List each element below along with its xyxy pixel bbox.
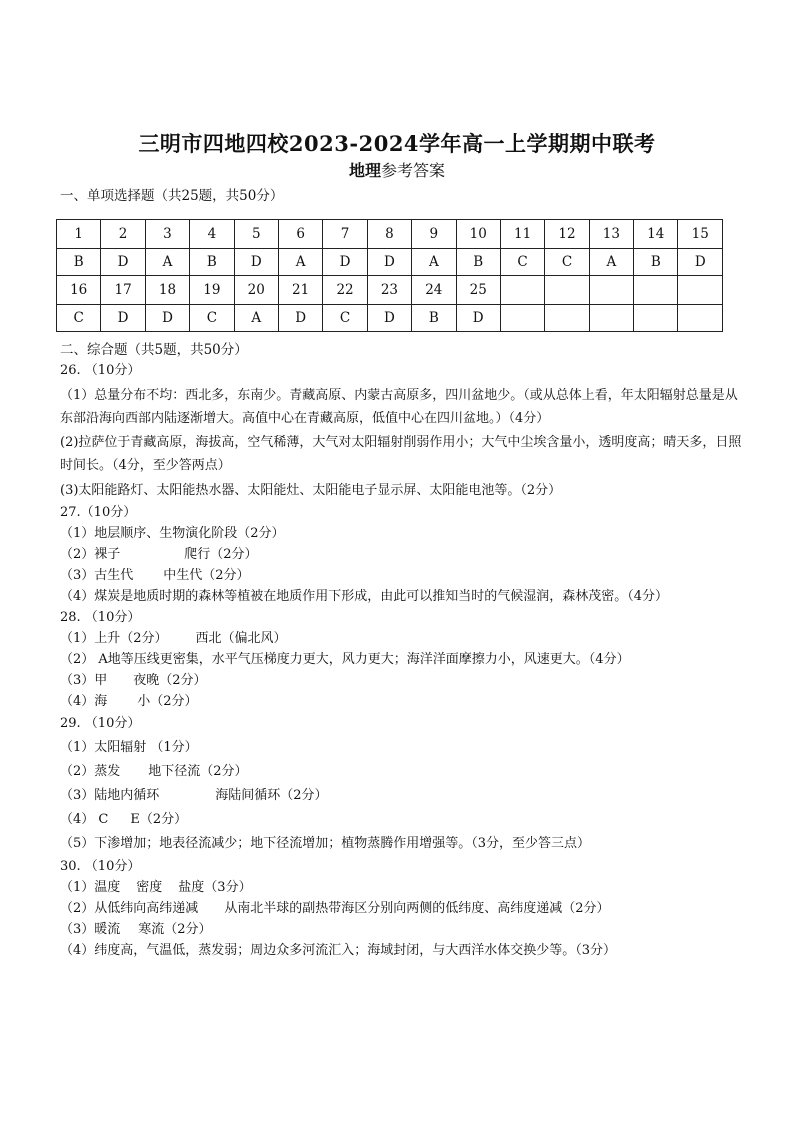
answer-table-cell: 15 bbox=[678, 220, 723, 249]
answer-table-row bbox=[57, 249, 723, 276]
page-title: 三明市四地四校2023-2024学年高一上学期期中联考 bbox=[138, 131, 656, 156]
q29-heading: 29. （10分） bbox=[60, 716, 141, 731]
answer-table-cell: C bbox=[545, 249, 589, 276]
q29-part4-a: （4） C bbox=[60, 812, 109, 827]
answer-table-cell bbox=[634, 305, 678, 332]
q27-part2 bbox=[60, 544, 750, 565]
answer-table-cell: B bbox=[634, 249, 678, 276]
answer-table bbox=[56, 219, 723, 332]
answer-table-cell bbox=[545, 305, 589, 332]
answer-table-cell: D bbox=[323, 249, 367, 276]
q30-part2 bbox=[60, 898, 750, 919]
answer-table-cell bbox=[500, 276, 544, 305]
answer-table-cell: 11 bbox=[500, 220, 544, 249]
answer-table-cell: A bbox=[412, 249, 456, 276]
answer-table-cell: A bbox=[589, 249, 633, 276]
q27-part2-a: （2）裸子 bbox=[60, 547, 121, 562]
answer-table-cell bbox=[500, 305, 544, 332]
answer-table-cell: 12 bbox=[545, 220, 589, 249]
answer-table-cell: D bbox=[234, 249, 278, 276]
q27-heading: 27.（10分） bbox=[60, 505, 137, 520]
q27-part2-b: 爬行（2分） bbox=[184, 547, 258, 562]
q27-part3-b: 中生代（2分） bbox=[163, 568, 250, 583]
answer-table-cell: B bbox=[57, 249, 101, 276]
answer-table-cell: D bbox=[145, 305, 189, 332]
q29-part3-b: 海陆间循环（2分） bbox=[215, 788, 328, 803]
q28-part3-b: 夜晚（2分） bbox=[133, 673, 207, 688]
q27-part3-a: （3）古生代 bbox=[60, 568, 134, 583]
answer-table-cell: C bbox=[500, 249, 544, 276]
q27-part1: （1）地层顺序、生物演化阶段（2分） bbox=[60, 526, 285, 541]
q29-part2-a: （2）蒸发 bbox=[60, 764, 121, 779]
q30-part4: （4）纬度高，气温低，蒸发弱；周边众多河流汇入；海域封闭，与大西洋水体交换少等。（3分） bbox=[60, 943, 617, 958]
q26-part2: (2)拉萨位于青藏高原，海拔高，空气稀薄，大气对太阳辐射削弱作用小；大气中尘埃含量小，透明度高；晴天多，日照时间长。（4分，至少答两点） bbox=[60, 435, 742, 473]
answer-table-cell: D bbox=[101, 305, 145, 332]
answer-table-cell: 7 bbox=[323, 220, 367, 249]
q27-part3 bbox=[60, 565, 750, 586]
q26-part3: (3)太阳能路灯、太阳能热水器、太阳能灶、太阳能电子显示屏、太阳能电池等。（2分） bbox=[60, 483, 562, 498]
answer-table-cell: D bbox=[367, 305, 411, 332]
answer-table-cell: 23 bbox=[367, 276, 411, 305]
q28-part3-a: （3）甲 bbox=[60, 673, 108, 688]
answer-table-cell: 22 bbox=[323, 276, 367, 305]
answer-table-cell: 10 bbox=[456, 220, 500, 249]
section-heading-comprehensive: 二、综合题（共5题，共50分） bbox=[60, 342, 248, 358]
q29-part4-b: E（2分） bbox=[130, 812, 188, 827]
answer-table-cell bbox=[634, 276, 678, 305]
q30-part1-a: （1）温度 bbox=[60, 880, 121, 895]
answer-table-cell: 9 bbox=[412, 220, 456, 249]
answer-table-row bbox=[57, 220, 723, 249]
answer-table-cell: 8 bbox=[367, 220, 411, 249]
q28-part2: （2） A地等压线更密集，水平气压梯度力更大，风力更大；海洋洋面摩擦力小，风速更大。（4分） bbox=[60, 652, 630, 667]
q30-part1-b: 密度 bbox=[136, 880, 163, 895]
answer-table-cell: D bbox=[278, 305, 322, 332]
q29-part3 bbox=[60, 784, 750, 808]
q29-part2 bbox=[60, 760, 750, 784]
answer-table-cell: 5 bbox=[234, 220, 278, 249]
answer-table-cell: A bbox=[234, 305, 278, 332]
answer-table-cell: C bbox=[190, 305, 234, 332]
q30-heading: 30. （10分） bbox=[60, 859, 141, 874]
answer-table-cell bbox=[545, 276, 589, 305]
answer-table-cell: 19 bbox=[190, 276, 234, 305]
answer-table-cell: 17 bbox=[101, 276, 145, 305]
answers-body bbox=[60, 360, 750, 961]
subtitle-subject: 地理 bbox=[348, 161, 381, 180]
q29-part4 bbox=[60, 808, 750, 832]
answer-table-cell: 4 bbox=[190, 220, 234, 249]
answer-table-cell: C bbox=[57, 305, 101, 332]
page-subtitle bbox=[0, 158, 794, 181]
q30-part2-a: （2）从低纬向高纬递减 bbox=[60, 901, 199, 916]
q30-part2-b: 从南北半球的副热带海区分别向两侧的低纬度、高纬度递减（2分） bbox=[224, 901, 610, 916]
answer-table-cell: D bbox=[367, 249, 411, 276]
q29-part2-b: 地下径流（2分） bbox=[148, 764, 248, 779]
answer-table-cell: B bbox=[456, 249, 500, 276]
answer-table-cell: D bbox=[678, 249, 723, 276]
answer-table-row bbox=[57, 305, 723, 332]
answer-table-cell: 13 bbox=[589, 220, 633, 249]
answer-table-cell: 25 bbox=[456, 276, 500, 305]
answer-table-cell: 24 bbox=[412, 276, 456, 305]
answer-table-cell: D bbox=[456, 305, 500, 332]
q28-part1 bbox=[60, 628, 750, 649]
q28-part1-b: 西北（偏北风） bbox=[195, 631, 287, 646]
answer-table-cell: 3 bbox=[145, 220, 189, 249]
answer-table-cell: B bbox=[190, 249, 234, 276]
answer-table-cell bbox=[678, 276, 723, 305]
answer-table-cell: B bbox=[412, 305, 456, 332]
q28-part3 bbox=[60, 670, 750, 691]
q29-part1: （1）太阳辐射 （1分） bbox=[60, 740, 198, 755]
q28-part4-b: 小（2分） bbox=[137, 694, 198, 709]
answer-table-cell: 2 bbox=[101, 220, 145, 249]
answer-table-cell: C bbox=[323, 305, 367, 332]
answer-table-cell: 6 bbox=[278, 220, 322, 249]
answer-table-cell: 18 bbox=[145, 276, 189, 305]
q30-part3-a: （3）暖流 bbox=[60, 922, 121, 937]
q30-part3-b: 寒流（2分） bbox=[138, 922, 212, 937]
q28-heading: 28. （10分） bbox=[60, 610, 141, 625]
answer-table-row bbox=[57, 276, 723, 305]
answer-table-cell: 21 bbox=[278, 276, 322, 305]
answer-table-cell: 16 bbox=[57, 276, 101, 305]
subtitle-rest: 参考答案 bbox=[381, 161, 446, 180]
answer-table-cell bbox=[589, 305, 633, 332]
answer-table-cell: D bbox=[101, 249, 145, 276]
section-heading-choice: 一、单项选择题（共25题，共50分） bbox=[60, 188, 284, 204]
q30-part3 bbox=[60, 919, 750, 940]
answer-table-cell: A bbox=[145, 249, 189, 276]
q28-part4-a: （4）海 bbox=[60, 694, 108, 709]
answer-table-cell: A bbox=[278, 249, 322, 276]
q28-part4 bbox=[60, 691, 750, 712]
answer-table-cell: 1 bbox=[57, 220, 101, 249]
q27-part4: （4）煤炭是地质时期的森林等植被在地质作用下形成，由此可以推知当时的气候湿润，森林茂密。（4分） bbox=[60, 589, 669, 604]
q30-part1 bbox=[60, 877, 750, 898]
q26-part1: （1）总量分布不均：西北多，东南少。青藏高原、内蒙古高原多，四川盆地少。（或从总体上看，年太阳辐射总量是从东部沿海向西部内陆逐渐增大。高值中心在青藏高原，低值中心在四川盆地。）（4分） bbox=[60, 388, 738, 426]
q28-part1-a: （1）上升（2分） bbox=[60, 631, 168, 646]
answer-table-cell: 14 bbox=[634, 220, 678, 249]
answer-table-cell bbox=[678, 305, 723, 332]
q26-heading: 26. （10分） bbox=[60, 363, 141, 378]
answer-table-cell bbox=[589, 276, 633, 305]
q29-part5: （5）下渗增加；地表径流减少；地下径流增加；植物蒸腾作用增强等。（3分，至少答三点） bbox=[60, 836, 591, 851]
q29-part3-a: （3）陆地内循环 bbox=[60, 788, 160, 803]
answer-table-cell: 20 bbox=[234, 276, 278, 305]
q30-part1-c: 盐度（3分） bbox=[178, 880, 252, 895]
